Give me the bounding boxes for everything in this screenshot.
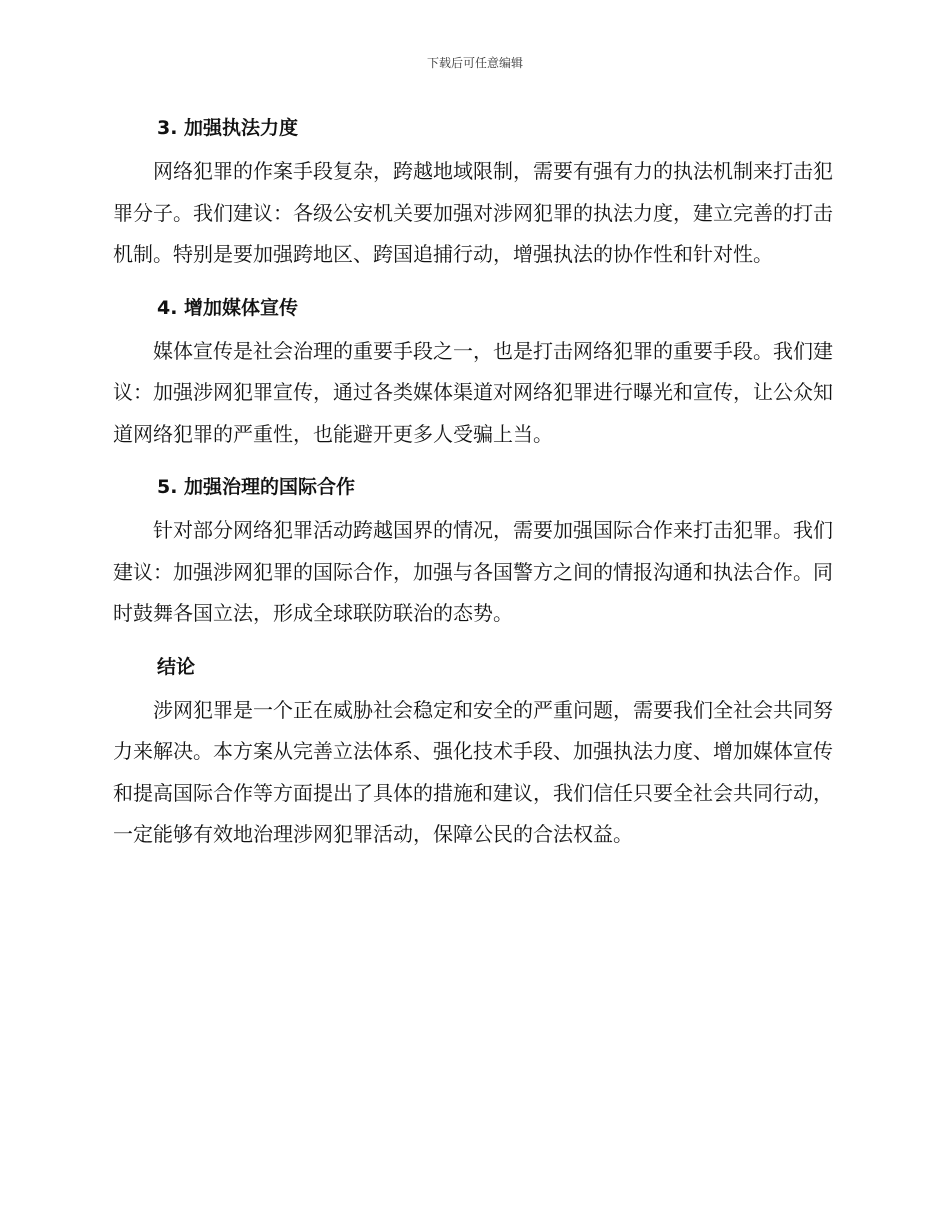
section-international-cooperation [113,467,833,635]
section-paragraph: 针对部分网络犯罪活动跨越国界的情况，需要加强国际合作来打击犯罪。我们建议：加强涉网犯罪的国际合作，加强与各国警方之间的情报沟通和执法合作。同时鼓舞各国立法，形成全球联防联治的态势。 [113,518,833,625]
section-heading: 5. 加强治理的国际合作 [157,476,356,498]
document-body [113,108,833,868]
section-paragraph: 涉网犯罪是一个正在威胁社会稳定和安全的严重问题，需要我们全社会共同努力来解决。本方案从完善立法体系、强化技术手段、加强执法力度、增加媒体宣传和提高国际合作等方面提出了具体的措施和建议，我们信任只要全社会共同行动，一定能够有效地治理涉网犯罪活动，保障公民的合法权益。 [113,697,833,846]
section-heading: 结论 [157,655,196,678]
section-conclusion [113,647,833,856]
section-heading: 3. 加强执法力度 [157,117,299,139]
section-media-publicity [113,288,833,456]
section-law-enforcement [113,108,833,276]
page-header: 下载后可任意编辑 [426,56,523,70]
section-heading: 4. 增加媒体宣传 [157,296,299,319]
section-paragraph: 网络犯罪的作案手段复杂，跨越地域限制，需要有强有力的执法机制来打击犯罪分子。我们建议：各级公安机关要加强对涉网犯罪的执法力度，建立完善的打击机制。特别是要加强跨地区、跨国追捕行动，增强执法的协作性和针对性。 [113,159,833,266]
section-paragraph: 媒体宣传是社会治理的重要手段之一，也是打击网络犯罪的重要手段。我们建议：加强涉网犯罪宣传，通过各类媒体渠道对网络犯罪进行曝光和宣传，让公众知道网络犯罪的严重性，也能避开更多人受骗上当。 [113,338,833,446]
